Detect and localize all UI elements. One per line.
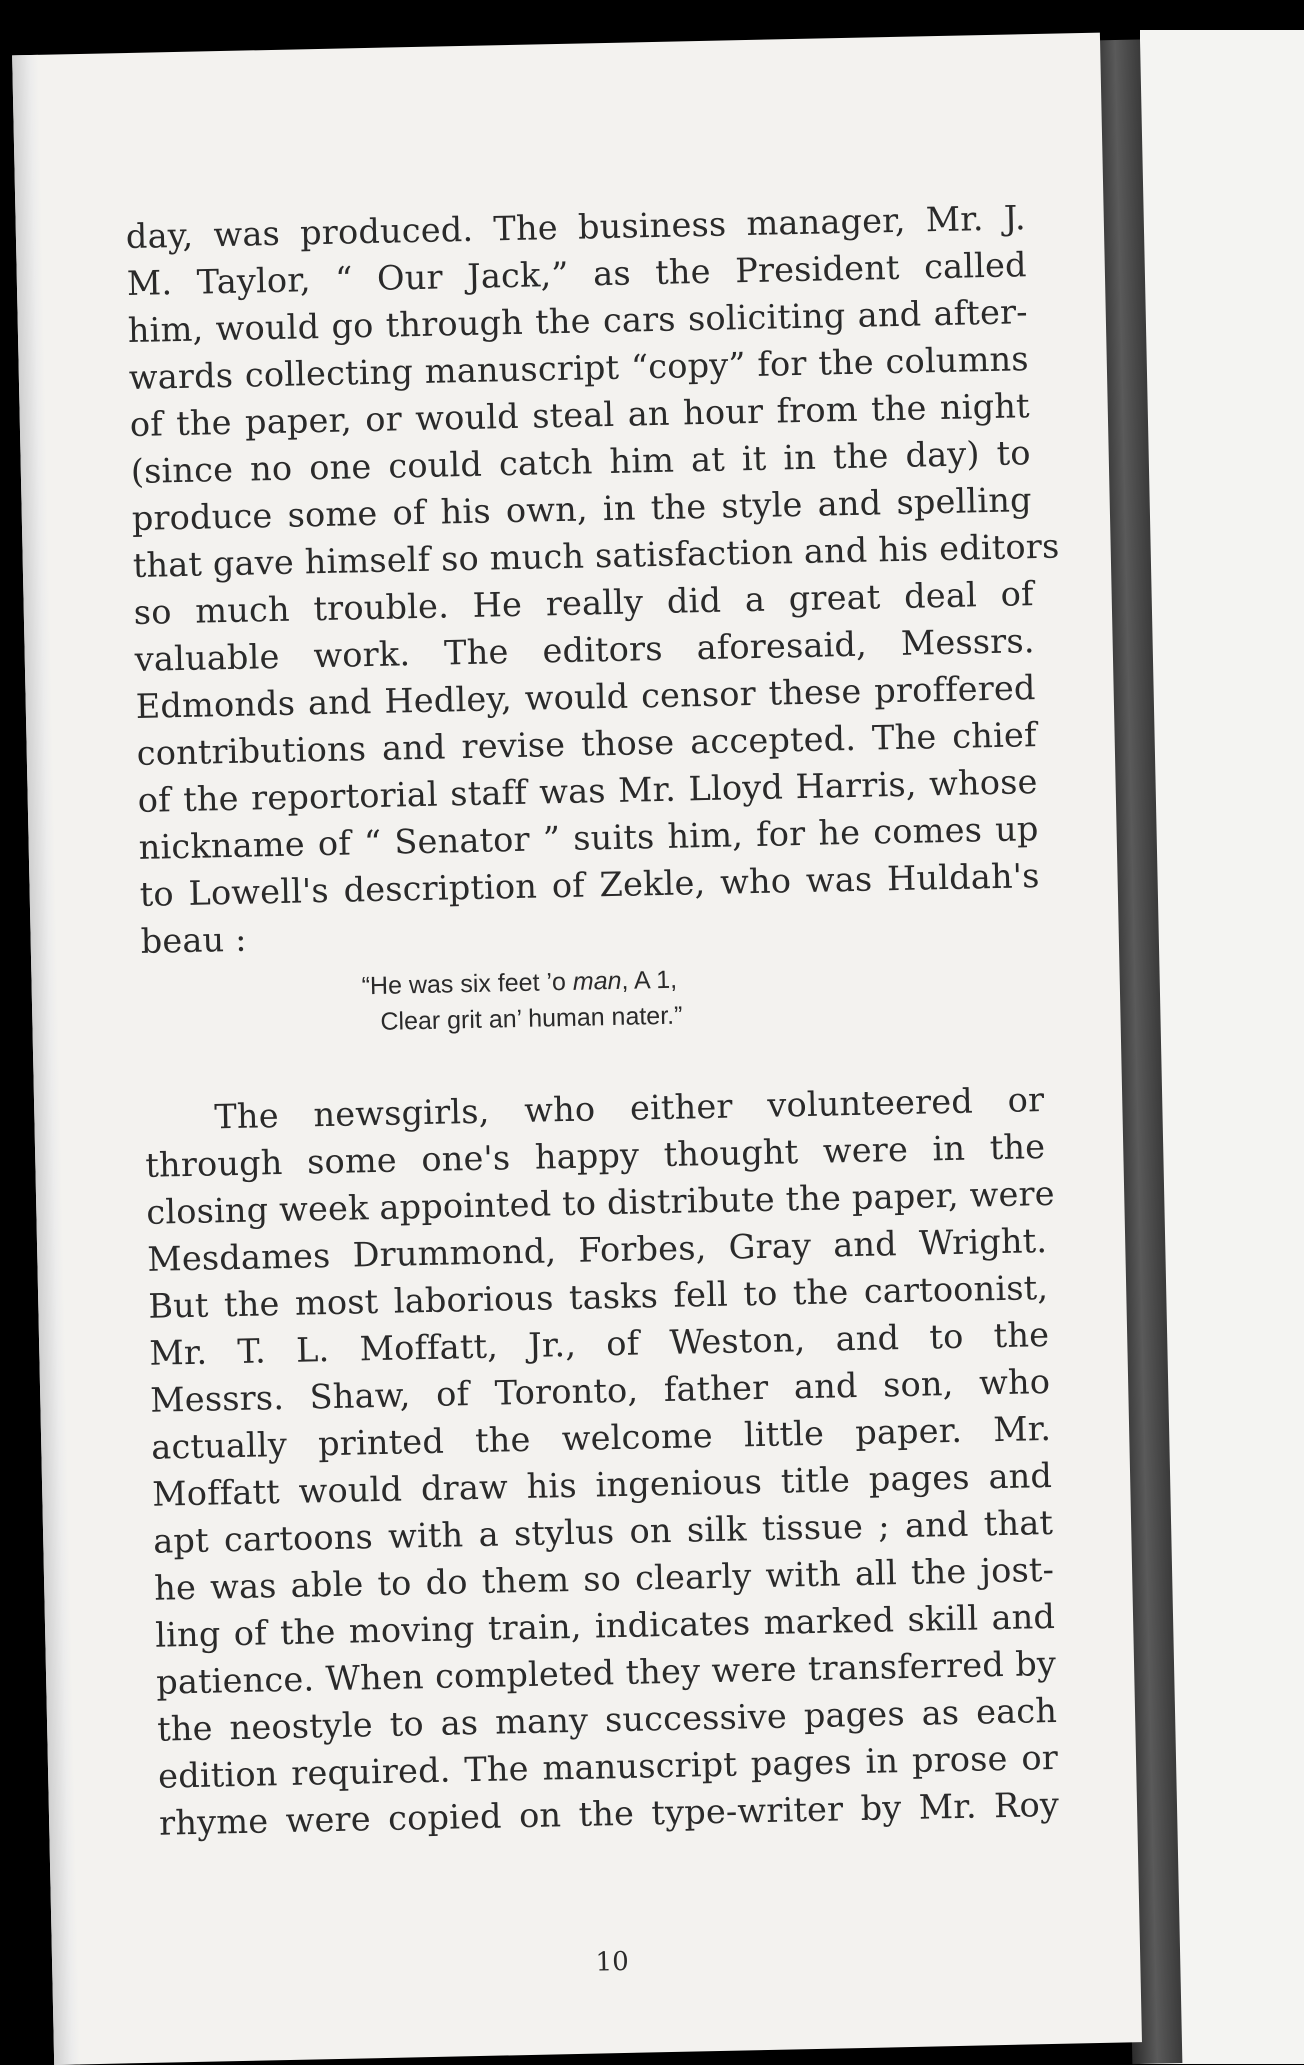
- text-line: beau :: [140, 919, 248, 961]
- page-text: [125, 194, 1060, 1978]
- text-line: he was able to do them so clearly with all the jost-: [153, 1549, 1055, 1608]
- text-line: wards collecting manuscript “copy” for the columns: [128, 339, 1030, 398]
- text-line: produce some of his own, in the style and spelling: [131, 480, 1033, 538]
- text-line: The newsgirls, who either volunteered or: [213, 1080, 1045, 1137]
- text-line: Mr. T. L. Moffatt, Jr., of Weston, and to the: [148, 1314, 1050, 1373]
- page-number: 10: [595, 1946, 630, 1978]
- text-line: through some one's happy thought were in the: [144, 1127, 1046, 1185]
- book-page: [12, 33, 1142, 2065]
- page-edge: [12, 55, 80, 2065]
- text-line: rhyme were copied on the type-writer by Mr. Roy: [158, 1784, 1060, 1843]
- text-line: Mesdames Drummond, Forbes, Gray and Wright.: [146, 1220, 1048, 1279]
- paragraph-1: [125, 194, 1060, 965]
- verse-quote: [361, 954, 1042, 1040]
- text-line: the neostyle to as many successive pages as each: [156, 1690, 1058, 1749]
- text-line: contributions and revise those accepted. The chief: [136, 715, 1037, 773]
- quote-line-2: Clear grit an’ human nater.”: [380, 1001, 683, 1036]
- text-line: so much trouble. He really did a great deal of: [133, 574, 1035, 632]
- text-line: (since no one could catch him at it in the day) to: [130, 433, 1032, 491]
- paragraph-2: [144, 1076, 1060, 1847]
- text-line: day, was produced. The business manager, Mr. J.: [125, 198, 1027, 257]
- text-line: edition required. The manuscript pages in prose or: [157, 1737, 1059, 1796]
- text-line: Messrs. Shaw, of Toronto, father and son, who: [149, 1361, 1051, 1420]
- text-line: of the reportorial staff was Mr. Lloyd Harris, whose: [137, 762, 1038, 820]
- quote-text: , A 1,: [621, 965, 678, 995]
- text-line: him, would go through the cars soliciting and after-: [127, 292, 1029, 351]
- text-line: But the most laborious tasks fell to the cartoonist,: [147, 1267, 1049, 1326]
- text-line: actually printed the welcome little paper. Mr.: [150, 1408, 1052, 1467]
- text-line: ling of the moving train, indicates marked skill and: [154, 1596, 1056, 1655]
- quote-text: “He was six feet ’o: [361, 967, 574, 1001]
- text-line: valuable work. The editors aforesaid, Messrs.: [134, 621, 1036, 679]
- text-line: closing week appointed to distribute the paper, were: [145, 1173, 1056, 1232]
- text-line: nickname of “ Senator ” suits him, for he comes up: [138, 809, 1039, 867]
- text-line: to Lowell's description of Zekle, who was Huldah's: [139, 856, 1040, 914]
- text-line: apt cartoons with a stylus on silk tissue ; and that: [152, 1502, 1054, 1561]
- text-line: Edmonds and Hedley, would censor these proffered: [135, 668, 1036, 726]
- quote-italic: man: [572, 966, 622, 996]
- text-line: that gave himself so much satisfaction and his editors: [132, 526, 1060, 585]
- text-line: patience. When completed they were transferred by: [155, 1643, 1057, 1702]
- text-line: M. Taylor, “ Our Jack,” as the President called: [126, 245, 1028, 304]
- text-line: Moffatt would draw his ingenious title pages and: [151, 1455, 1053, 1514]
- text-line: of the paper, or would steal an hour from the night: [129, 386, 1031, 445]
